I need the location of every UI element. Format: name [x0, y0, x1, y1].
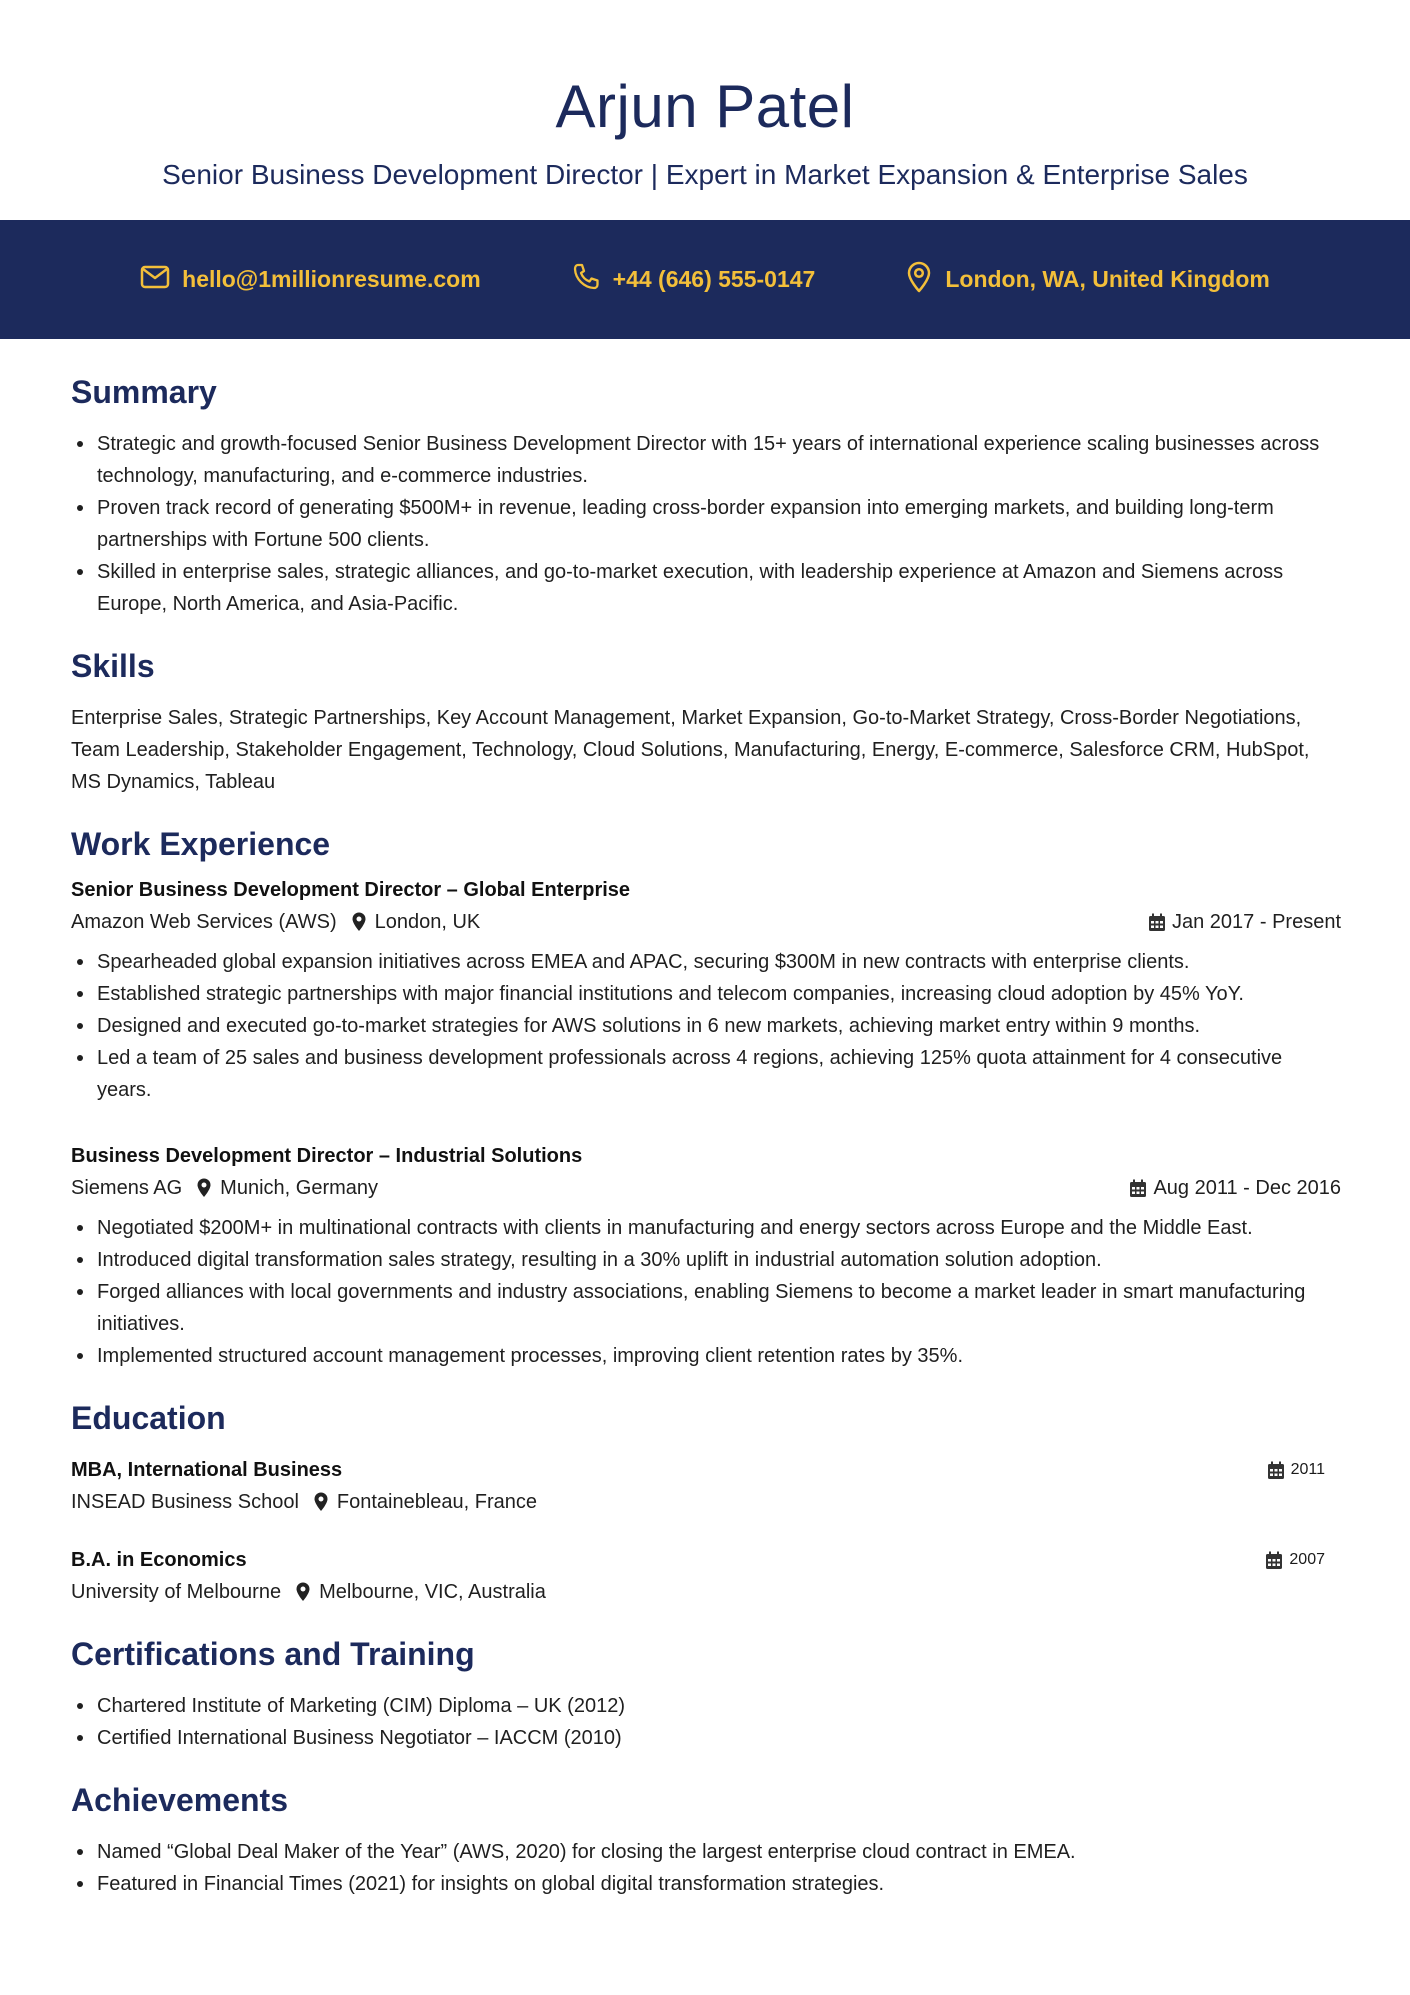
job-bullet: Forged alliances with local governments and industry associations, enabling Siemens to become a market leader in smart manufacturing initiatives. — [97, 1276, 1341, 1340]
candidate-name: Arjun Patel — [555, 73, 855, 140]
job-location-text: London, UK — [374, 911, 481, 933]
map-pin-icon — [905, 261, 945, 299]
job-bullet: Spearheaded global expansion initiatives across EMEA and APAC, securing $300M in new contracts with enterprise clients. — [97, 946, 1341, 978]
envelope-icon — [140, 265, 182, 295]
education-year — [1265, 1551, 1325, 1570]
job-dates — [1148, 906, 1341, 938]
section-title-certifications: Certifications and Training — [71, 1636, 475, 1672]
education-year — [1267, 1461, 1325, 1480]
job-entry — [71, 1140, 1341, 1372]
job-bullets — [71, 946, 1341, 1106]
job-bullet: Established strategic partnerships with major financial institutions and telecom companies, increasing cloud adoption by 45% YoY. — [97, 978, 1341, 1010]
section-title-skills: Skills — [71, 648, 155, 684]
contact-email-text: hello@1millionresume.com — [182, 266, 481, 292]
calendar-icon — [1148, 913, 1166, 932]
experience-section — [71, 824, 1341, 1372]
section-title-education: Education — [71, 1400, 226, 1436]
map-pin-icon — [351, 912, 367, 932]
education-entry — [71, 1454, 1341, 1518]
certification-item: Certified International Business Negotiator – IACCM (2010) — [97, 1722, 1341, 1754]
job-entry — [71, 874, 1341, 1106]
summary-item: Strategic and growth-focused Senior Business Development Director with 15+ years of international experience scaling businesses across technology, manufacturing, and e-commerce industries. — [97, 428, 1341, 492]
education-school: INSEAD Business School — [71, 1491, 299, 1513]
contact-location — [905, 261, 1270, 299]
job-bullet: Negotiated $200M+ in multinational contracts with clients in manufacturing and energy sectors across Europe and the Middle East. — [97, 1212, 1341, 1244]
education-location — [313, 1486, 537, 1518]
job-location — [351, 906, 481, 938]
job-company: Siemens AG — [71, 1177, 183, 1199]
section-title-summary: Summary — [71, 374, 217, 410]
education-location-text: Fontainebleau, France — [336, 1491, 538, 1513]
job-bullet: Implemented structured account management processes, improving client retention rates by 35%. — [97, 1340, 1341, 1372]
education-school: University of Melbourne — [71, 1581, 282, 1603]
section-title-achievements: Achievements — [71, 1782, 288, 1818]
education-location-text: Melbourne, VIC, Australia — [319, 1581, 546, 1603]
candidate-headline: Senior Business Development Director | Expert in Market Expansion & Enterprise Sales — [162, 159, 1248, 190]
job-dates-text: Aug 2011 - Dec 2016 — [1153, 1177, 1341, 1199]
education-section — [71, 1398, 1341, 1608]
resume-body — [71, 372, 1341, 1926]
job-meta — [71, 1172, 1341, 1204]
achievements-list — [71, 1836, 1341, 1900]
job-title: Business Development Director – Industrial Solutions — [71, 1145, 583, 1167]
job-location-text: Munich, Germany — [220, 1177, 379, 1199]
contact-phone[interactable] — [571, 262, 816, 298]
skills-section — [71, 646, 1341, 798]
summary-item: Proven track record of generating $500M+ in revenue, leading cross-border expansion into emerging markets, and building long-term partnerships with Fortune 500 clients. — [97, 492, 1341, 556]
calendar-icon — [1129, 1179, 1147, 1198]
certifications-list — [71, 1690, 1341, 1754]
education-degree: MBA, International Business — [71, 1459, 343, 1481]
job-title: Senior Business Development Director – Global Enterprise — [71, 879, 631, 901]
calendar-icon — [1265, 1551, 1283, 1570]
job-bullet: Introduced digital transformation sales strategy, resulting in a 30% uplift in industrial automation solution adoption. — [97, 1244, 1341, 1276]
certification-item: Chartered Institute of Marketing (CIM) Diploma – UK (2012) — [97, 1690, 1341, 1722]
skills-text: Enterprise Sales, Strategic Partnerships, Key Account Management, Market Expansion, Go-to-Market Strategy, Cross-Border Negotiations, Team Leadership, Stakeholder Engagement, Technology, Cloud Solutions, Manufacturing, Energy, E-commerce, Salesforce CRM, HubSpot, MS Dynamics, Tableau — [71, 707, 1310, 793]
map-pin-icon — [313, 1492, 329, 1512]
contact-bar — [0, 220, 1410, 339]
education-entry — [71, 1544, 1341, 1608]
job-bullet: Led a team of 25 sales and business development professionals across 4 regions, achieving 125% quota attainment for 4 consecutive years. — [97, 1042, 1341, 1106]
job-company: Amazon Web Services (AWS) — [71, 911, 337, 933]
education-year-text: 2007 — [1289, 1551, 1325, 1568]
education-location — [295, 1576, 546, 1608]
job-location — [196, 1172, 378, 1204]
summary-list — [71, 428, 1341, 620]
map-pin-icon — [295, 1582, 311, 1602]
summary-section — [71, 372, 1341, 620]
job-bullet: Designed and executed go-to-market strategies for AWS solutions in 6 new markets, achieving market entry within 9 months. — [97, 1010, 1341, 1042]
certifications-section — [71, 1634, 1341, 1754]
contact-phone-text: +44 (646) 555-0147 — [612, 266, 816, 292]
map-pin-icon — [196, 1178, 212, 1198]
education-degree: B.A. in Economics — [71, 1549, 247, 1571]
contact-location-text: London, WA, United Kingdom — [945, 266, 1270, 292]
job-bullets — [71, 1212, 1341, 1372]
contact-email[interactable] — [140, 265, 481, 295]
phone-icon — [571, 262, 613, 298]
job-dates — [1129, 1172, 1341, 1204]
calendar-icon — [1267, 1461, 1285, 1480]
job-meta — [71, 906, 1341, 938]
education-year-text: 2011 — [1290, 1461, 1325, 1478]
job-dates-text: Jan 2017 - Present — [1172, 911, 1341, 933]
resume-header — [0, 0, 1410, 192]
achievement-item: Named “Global Deal Maker of the Year” (AWS, 2020) for closing the largest enterprise cloud contract in EMEA. — [97, 1836, 1341, 1868]
section-title-experience: Work Experience — [71, 826, 331, 862]
achievements-section — [71, 1780, 1341, 1900]
summary-item: Skilled in enterprise sales, strategic alliances, and go-to-market execution, with leadership experience at Amazon and Siemens across Europe, North America, and Asia-Pacific. — [97, 556, 1341, 620]
achievement-item: Featured in Financial Times (2021) for insights on global digital transformation strategies. — [97, 1868, 1341, 1900]
